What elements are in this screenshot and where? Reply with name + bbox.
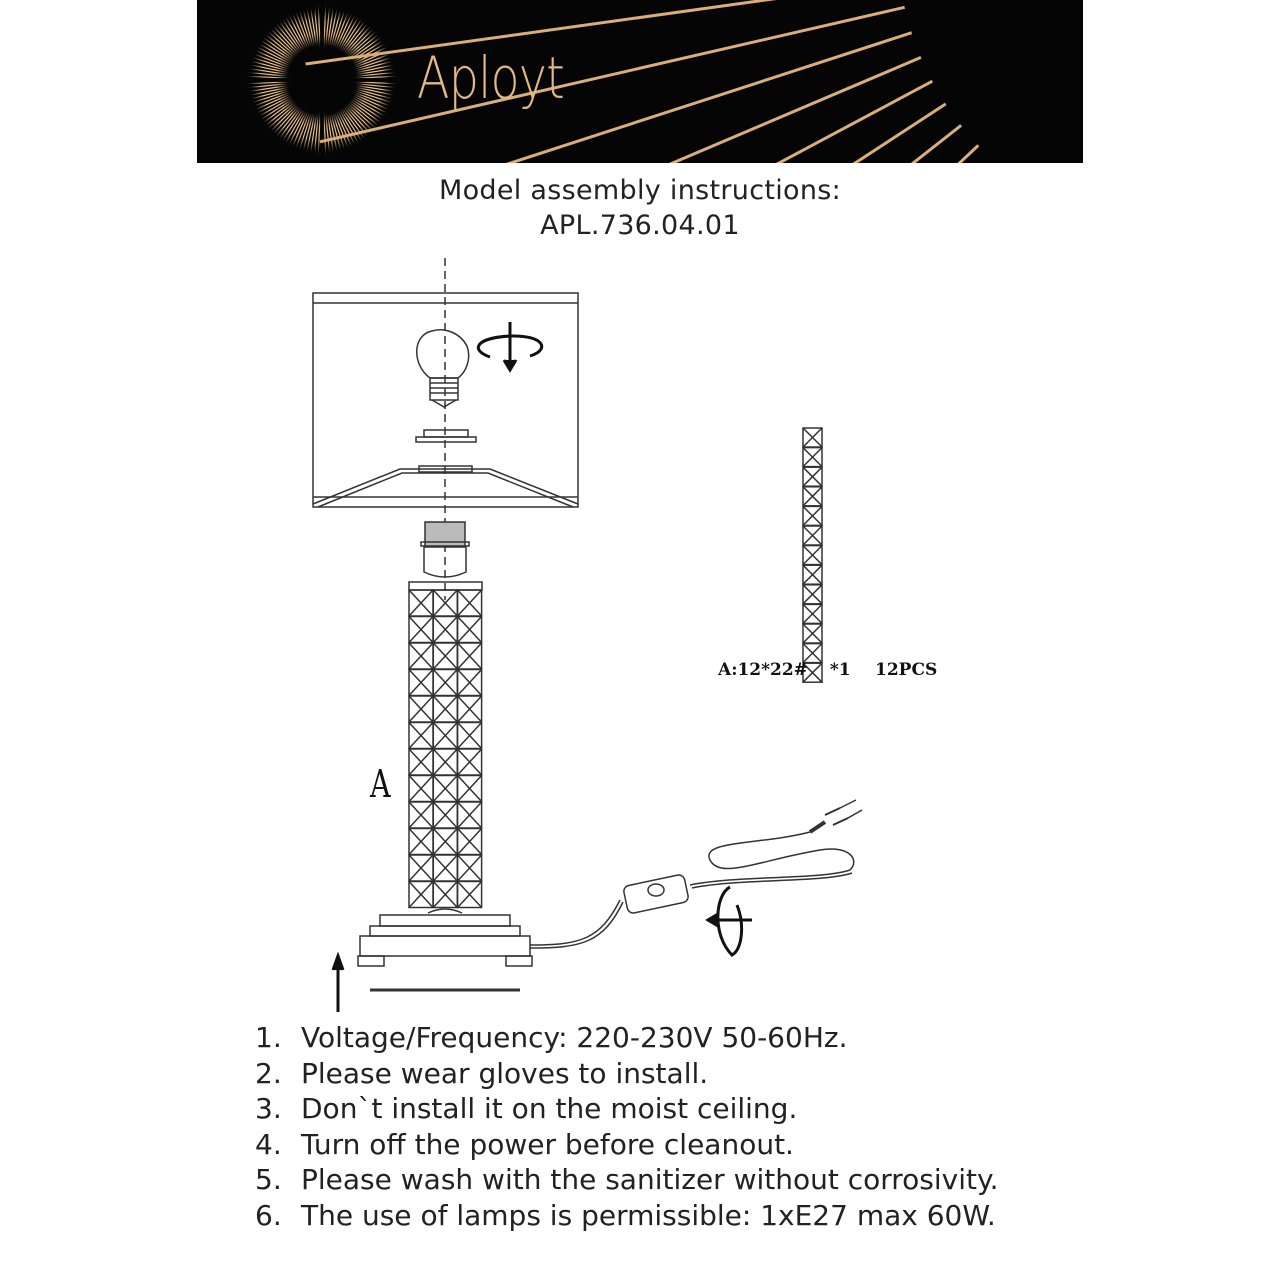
page-title: Model assembly instructions: [438,175,842,206]
lamp-base-icon [358,909,532,990]
rotate-install-arrow-icon [478,322,541,370]
part-spec [718,660,851,680]
instruction-item: 4. Turn off the power before cleanout. [255,1127,794,1161]
power-cord-icon [530,800,862,948]
shade-ring-icon [416,430,476,442]
inline-switch-icon [623,874,689,914]
brand-logo: Aployt [417,44,564,112]
rotate-arrow-icon [708,887,752,955]
part-label-a: A [370,762,391,806]
crystal-strip-part-icon [803,428,822,682]
model-number: APL.736.04.01 [540,210,740,241]
instruction-item: 5. Please wash with the sanitizer without corrosivity. [255,1163,999,1197]
part-spec-count: *1 [829,660,851,680]
up-arrow-icon [333,956,343,1012]
part-quantity: 12PCS [875,660,938,680]
instruction-item: 3. Don`t install it on the moist ceiling. [255,1092,798,1126]
light-bulb-icon [417,330,469,407]
plug-icon [810,822,825,832]
instruction-list [255,1020,998,1234]
crystal-column-icon [409,582,482,908]
instruction-item: 2. Please wear gloves to install. [255,1056,709,1090]
part-spec-size: A:12*22# [718,660,808,680]
instruction-item: 6. The use of lamps is permissible: 1xE27 max 60W. [255,1198,996,1232]
instruction-item: 1. Voltage/Frequency: 220-230V 50-60Hz. [255,1021,848,1054]
